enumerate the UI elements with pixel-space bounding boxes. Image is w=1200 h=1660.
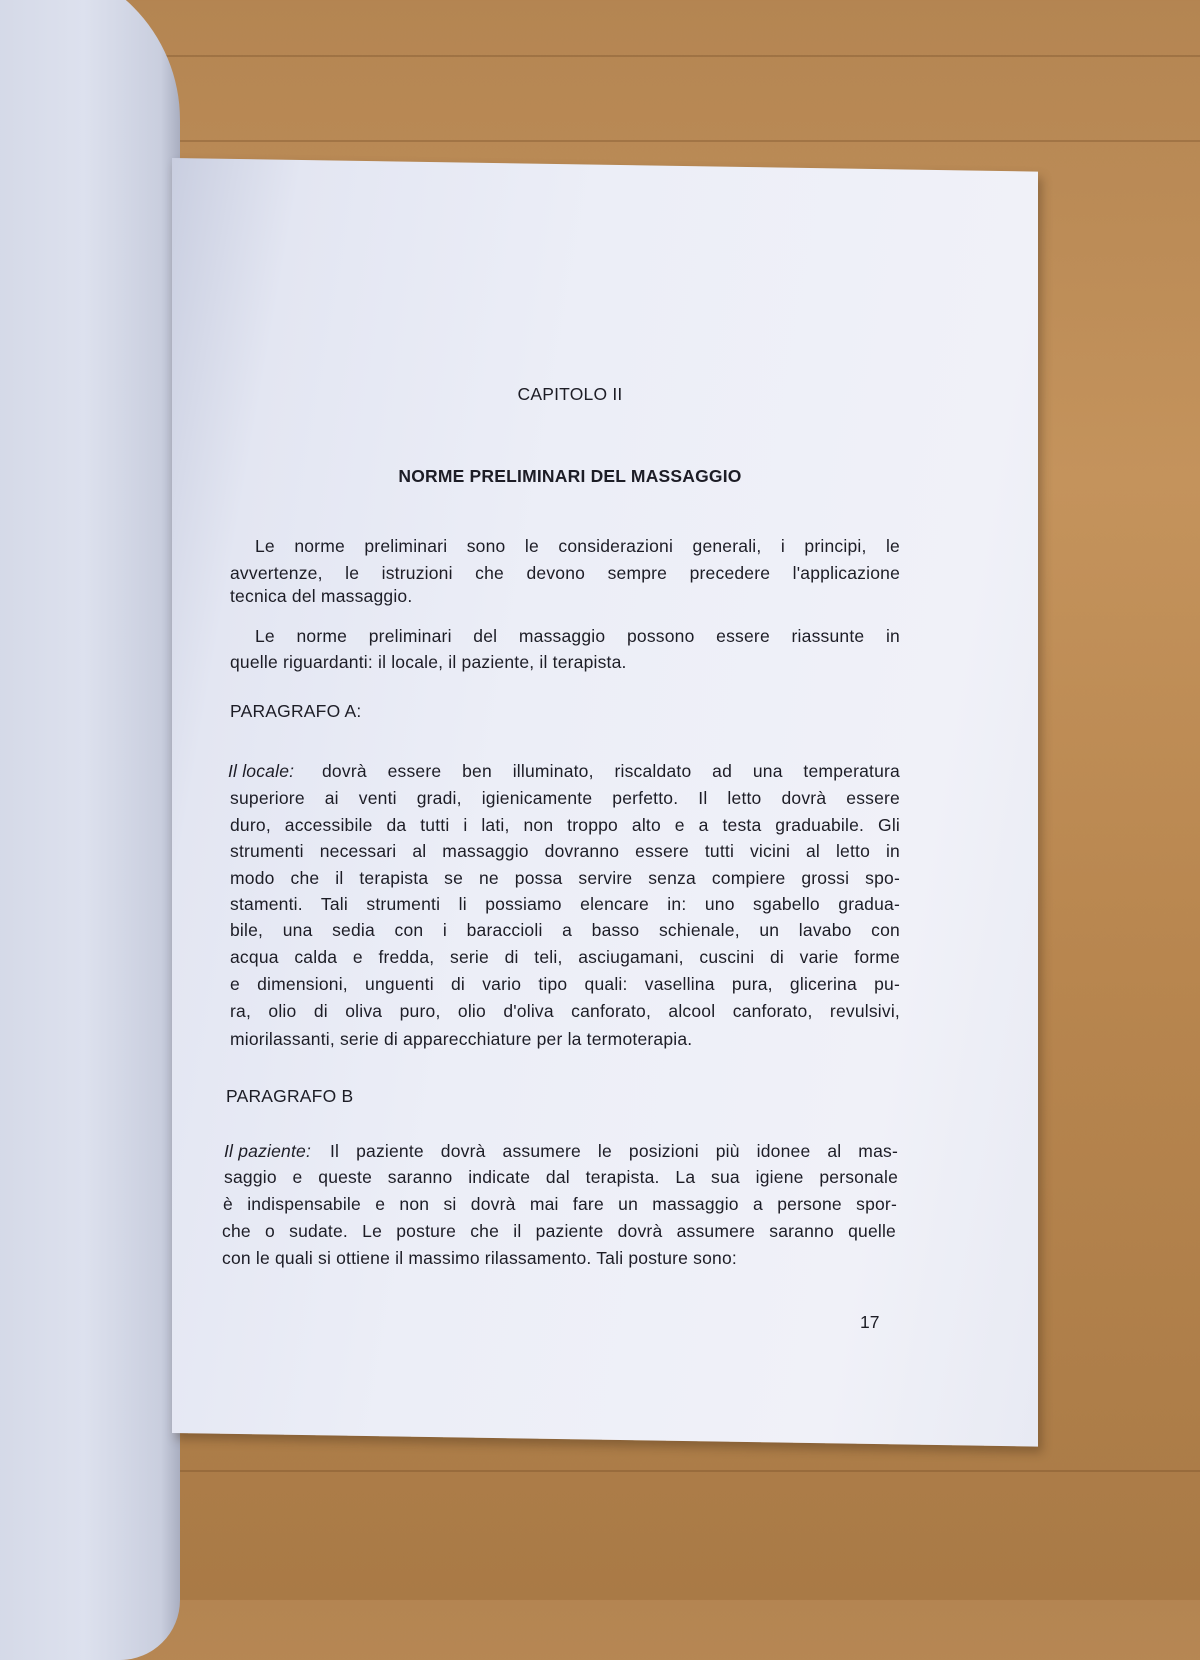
- text-line: bile, una sedia con i baraccioli a basso schienale, un lavabo con: [230, 920, 900, 940]
- wood-grain: [0, 140, 1200, 142]
- section-a-heading: PARAGRAFO A:: [230, 701, 362, 721]
- text-line: miorilassanti, serie di apparecchiature per la termoterapia.: [230, 1029, 693, 1049]
- text-line: Le norme preliminari sono le considerazioni generali, i principi, le: [255, 536, 900, 556]
- text-line: stamenti. Tali strumenti li possiamo elencare in: uno sgabello gradua-: [230, 894, 900, 914]
- text-line: strumenti necessari al massaggio dovranno essere tutti vicini al letto in: [230, 841, 900, 861]
- text-line: saggio e queste saranno indicate dal terapista. La sua igiene personale: [224, 1167, 898, 1187]
- text-line: dovrà essere ben illuminato, riscaldato ad una temperatura: [322, 761, 900, 781]
- text-line: Le norme preliminari del massaggio possono essere riassunte in: [255, 626, 900, 646]
- section-b-heading: PARAGRAFO B: [226, 1086, 354, 1106]
- text-line: e dimensioni, unguenti di vario tipo quali: vasellina pura, glicerina pu-: [230, 974, 900, 994]
- text-line: ra, olio di oliva puro, olio d'oliva canforato, alcool canforato, revulsivi,: [230, 1001, 900, 1021]
- chapter-title: NORME PRELIMINARI DEL MASSAGGIO: [398, 466, 742, 486]
- text-line: Il paziente dovrà assumere le posizioni più idonee al mas-: [330, 1141, 898, 1161]
- page-number: 17: [860, 1312, 880, 1332]
- left-page-curl: [0, 0, 180, 1660]
- wood-grain: [0, 1470, 1200, 1472]
- text-line: duro, accessibile da tutti i lati, non troppo alto e a testa graduabile. Gli: [230, 815, 900, 835]
- text-line: quelle riguardanti: il locale, il paziente, il terapista.: [230, 652, 627, 672]
- text-line: avvertenze, le istruzioni che devono sempre precedere l'applicazione: [230, 563, 900, 583]
- text-line: con le quali si ottiene il massimo rilassamento. Tali posture sono:: [222, 1248, 737, 1268]
- text-line: acqua calda e fredda, serie di teli, asciugamani, cuscini di varie forme: [230, 947, 900, 967]
- text-line: modo che il terapista se ne possa servire senza compiere grossi spo-: [230, 868, 900, 888]
- chapter-label: CAPITOLO II: [517, 384, 623, 404]
- text-line: superiore ai venti gradi, igienicamente perfetto. Il letto dovrà essere: [230, 788, 900, 808]
- lead-italic: Il locale:: [228, 761, 295, 781]
- text-line: tecnica del massaggio.: [230, 586, 413, 606]
- section-b-lead: [224, 1140, 334, 1162]
- text-line: è indispensabile e non si dovrà mai fare un massaggio a persone spor-: [223, 1194, 897, 1214]
- wood-grain: [0, 55, 1200, 57]
- lead-italic: Il paziente:: [224, 1141, 312, 1161]
- section-a-lead: [228, 760, 328, 782]
- text-line: che o sudate. Le posture che il paziente dovrà assumere saranno quelle: [222, 1221, 896, 1241]
